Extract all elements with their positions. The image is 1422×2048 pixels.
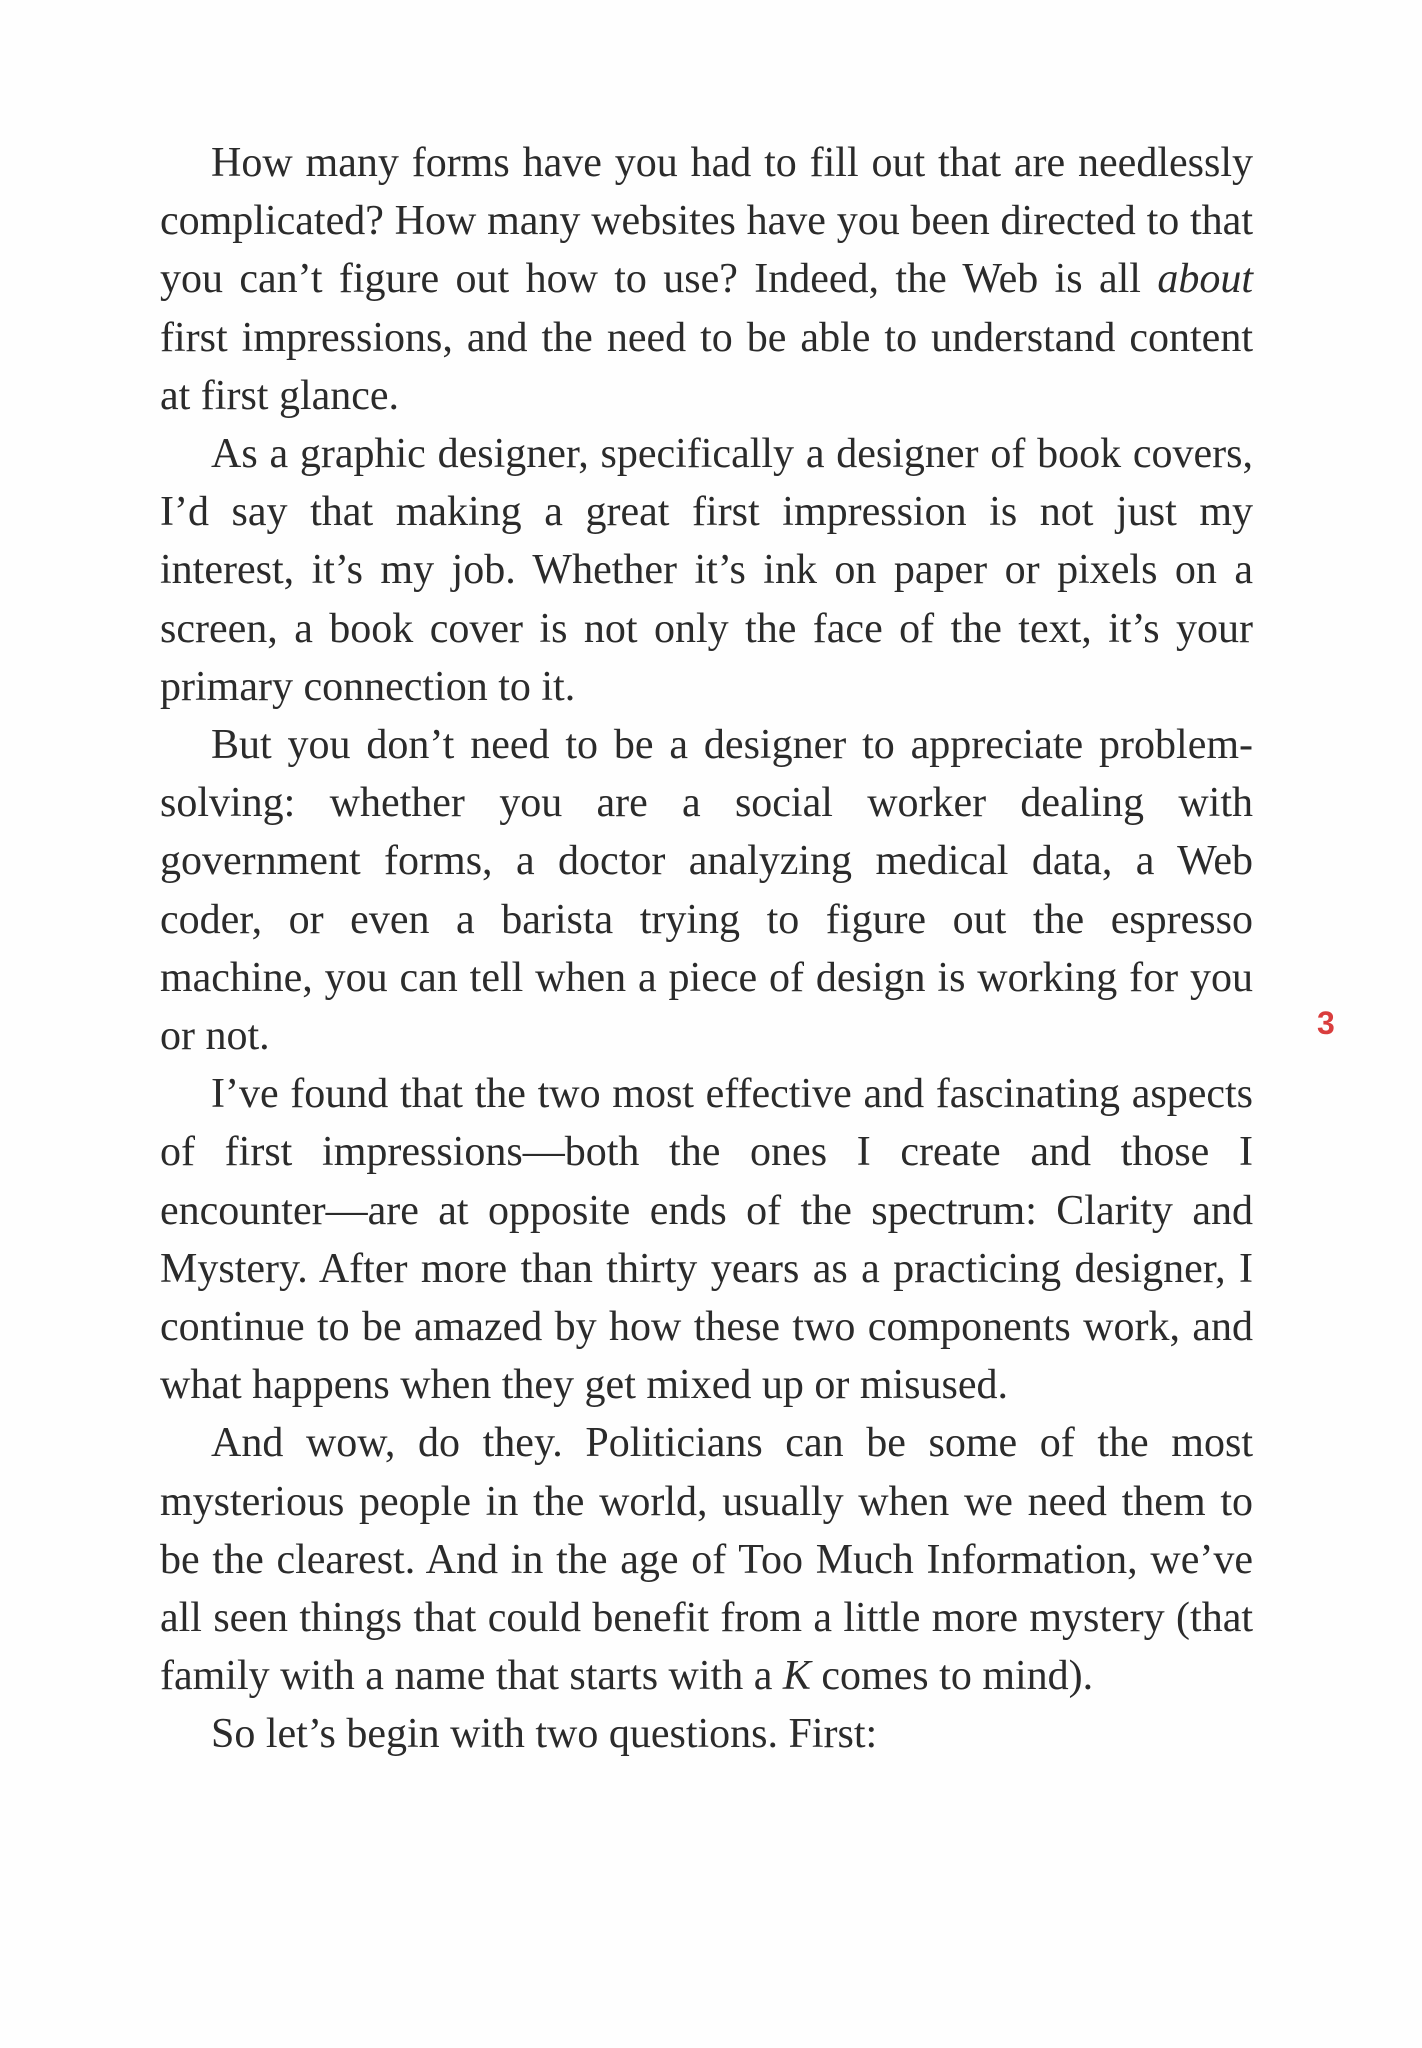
paragraph-4 xyxy=(160,1065,1253,1414)
paragraph-5 xyxy=(160,1414,1253,1705)
text-segment: As a graphic designer, specifically a designer of book covers, I’d say that making a great first impression is not just my interest, it’s my job. Whether it’s ink on paper or pixels on a screen, a book cover is not only the face of the text, it’s your primary connection to it. xyxy=(160,431,1253,710)
paragraph-2 xyxy=(160,425,1253,716)
text-segment: But you don’t need to be a designer to appreciate problem-solving: whether you are a social worker dealing with government forms, a doctor analyzing medical data, a Web coder, or even a barista trying to figure out the espresso machine, you can tell when a piece of design is working for you or not. xyxy=(160,722,1253,1060)
italic-segment: about xyxy=(1157,256,1253,303)
paragraph-1 xyxy=(160,134,1253,425)
text-segment: And wow, do they. Politicians can be some of the most mysterious people in the world, usually when we need them to be the clearest. And in the age of Too Much Information, we’ve all seen things that could benefit from a little more mystery (that family with a name that starts with a xyxy=(160,1420,1253,1700)
page-number: 3 xyxy=(1317,1005,1335,1041)
text-segment: So let’s begin with two questions. First: xyxy=(211,1711,878,1758)
body-text xyxy=(160,134,1253,1764)
text-segment: comes to mind). xyxy=(810,1653,1094,1700)
paragraph-3 xyxy=(160,716,1253,1065)
text-segment: How many forms have you had to fill out that are needlessly complicated? How many websites have you been directed to that you can’t figure out how to use? Indeed, the Web is all xyxy=(160,140,1253,303)
text-segment: I’ve found that the two most effective and fascinating aspects of first impressions—both the ones I create and those I encounter—are at opposite ends of the spectrum: Clarity and Mystery. After more than thirty years as a practicing designer, I continue to be amazed by how these two components work, and what happens when they get mixed up or misused. xyxy=(160,1071,1253,1409)
text-segment: first impressions, and the need to be able to understand content at first glance. xyxy=(160,314,1253,419)
paragraph-6 xyxy=(160,1705,1253,1763)
italic-segment: K xyxy=(782,1653,811,1700)
